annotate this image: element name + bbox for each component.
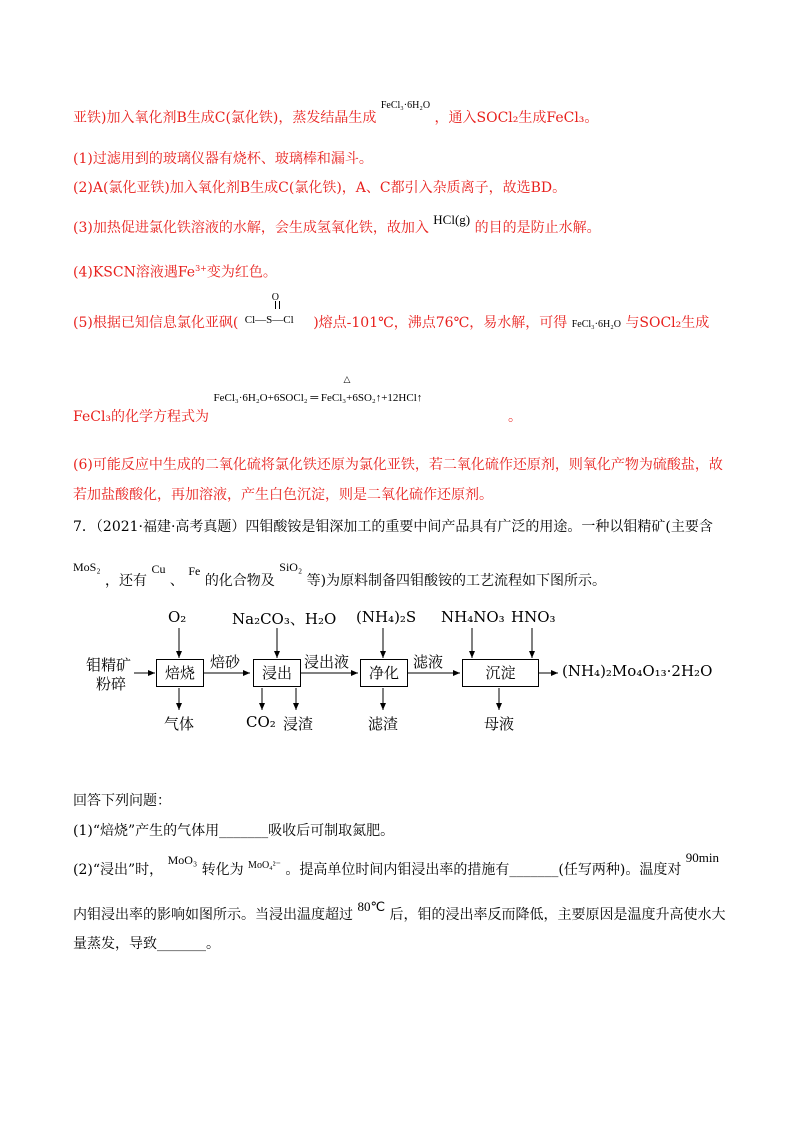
box-roasting: 焙烧 bbox=[156, 659, 204, 687]
output-filter-residue: 滤渣 bbox=[368, 715, 399, 733]
question-7-sep: 、 bbox=[169, 573, 184, 589]
structure-backbone: Cl—S—Cl bbox=[244, 314, 294, 326]
flow-input-line1: 钼精矿 bbox=[86, 656, 132, 674]
formula-mos2: MoS₂ bbox=[73, 560, 101, 574]
question-7-line2-b: 的化合物及 bbox=[204, 573, 275, 589]
answer-p4-pre: (4)KSCN溶液遇Fe bbox=[73, 264, 196, 281]
reagent-nh4-2s: (NH₄)₂S bbox=[356, 608, 417, 626]
answer-p3-pre: (3)加热促进氯化铁溶液的水解，会生成氢氧化铁，故加入 bbox=[73, 220, 429, 236]
sub-question-2-line3: 量蒸发，导致_______。 bbox=[73, 936, 220, 952]
sub-question-2-line1 bbox=[73, 850, 720, 881]
temperature-80c: 80℃ bbox=[357, 899, 386, 914]
link-calcine: 焙砂 bbox=[210, 653, 241, 671]
formula-90min: 90min bbox=[685, 850, 720, 865]
answer-p4-post: 变为红色。 bbox=[206, 264, 277, 281]
formula-moo4: MoO₄²⁻ bbox=[248, 860, 281, 871]
question-7-line2-c: 等)为原料制备四钼酸铵的工艺流程如下图所示。 bbox=[306, 573, 607, 589]
equation-text: FeCl₃·6H₂O+6SOCl₂ ═ FeCl₃+6SO₂↑+12HCl↑ bbox=[213, 392, 423, 404]
sub2-line2-post: 后，钼的浸出率反而降低，主要原因是温度升高使水大 bbox=[389, 907, 726, 923]
answer-line-1-pre: 亚铁)加入氧化剂B生成C(氯化铁)，蒸发结晶生成 bbox=[73, 110, 377, 126]
sub2-pre: (2)“浸出”时， bbox=[73, 862, 164, 878]
answer-p2: (2)A(氯化亚铁)加入氧化剂B生成C(氯化铁)，A、C都引入杂质离子，故选BD。 bbox=[73, 180, 567, 196]
reagent-hno3: HNO₃ bbox=[511, 608, 556, 626]
answer-p3-post: 的目的是防止水解。 bbox=[474, 220, 601, 236]
reagent-nh4no3: NH₄NO₃ bbox=[441, 608, 505, 626]
answer-p3-formula: HCl(g) bbox=[433, 212, 471, 227]
formula-sio2: SiO₂ bbox=[279, 560, 303, 574]
structure-oxygen: O bbox=[271, 292, 279, 303]
sub2-mid: 转化为 bbox=[201, 862, 244, 878]
answer-p5-pre: (5)根据已知信息氯化亚砜( bbox=[73, 315, 239, 331]
formula-moo3: MoO₃ bbox=[167, 853, 198, 867]
reagent-na2co3-h2o: Na₂CO₃、H₂O bbox=[232, 610, 337, 628]
sub-question-1: (1)“焙烧”产生的气体用_______吸收后可制取氮肥。 bbox=[73, 823, 395, 839]
answer-p6b: 若加盐酸酸化，再加溶液，产生白色沉淀，则是二氧化硫作还原剂。 bbox=[73, 487, 493, 503]
answer-p5b-post: 。 bbox=[507, 409, 522, 425]
answer-p5-formula: FeCl₃·6H₂O bbox=[571, 319, 621, 330]
question-7-line1: 7．（2021·福建·高考真题）四钼酸铵是钼深加工的重要中间产品具有广泛的用途。一种以钼精矿(主要含 bbox=[73, 519, 713, 535]
answer-intro: 回答下列问题： bbox=[73, 793, 171, 809]
output-gas: 气体 bbox=[164, 715, 195, 733]
answer-line-1-formula: FeCl₃·6H₂O bbox=[380, 100, 431, 111]
answer-p4-sup: 3+ bbox=[195, 264, 207, 273]
answer-p5b-pre: FeCl₃的化学方程式为 bbox=[73, 409, 210, 425]
answer-line-1-post: ，通入SOCl₂生成FeCl₃。 bbox=[434, 110, 599, 126]
box-leaching: 浸出 bbox=[253, 659, 301, 687]
sub2-post: 。提高单位时间内钼浸出率的措施有_______(任写两种)。温度对 bbox=[285, 862, 682, 878]
answer-p6a: (6)可能反应中生成的二氧化硫将氯化铁还原为氯化亚铁，若二氧化硫作还原剂，则氧化产物为硫酸盐，故 bbox=[73, 457, 723, 473]
output-leach-residue: 浸渣 bbox=[283, 715, 314, 733]
heat-symbol: △ bbox=[343, 375, 351, 385]
flow-input-line2: 粉碎 bbox=[96, 675, 127, 693]
link-leachate: 浸出液 bbox=[304, 653, 350, 671]
sub-question-2-line2 bbox=[73, 899, 726, 924]
box-precipitation: 沉淀 bbox=[462, 659, 539, 687]
sub2-line2-pre: 内钼浸出率的影响如图所示。当浸出温度超过 bbox=[73, 907, 353, 923]
answer-p1: (1)过滤用到的玻璃仪器有烧杯、玻璃棒和漏斗。 bbox=[73, 151, 373, 167]
reagent-o2: O₂ bbox=[168, 608, 187, 626]
link-filtrate: 滤液 bbox=[413, 653, 444, 671]
question-7-line2-a: ，还有 bbox=[104, 573, 147, 589]
box-purification: 净化 bbox=[360, 659, 408, 687]
answer-p5-post: 与SOCl₂生成 bbox=[625, 315, 710, 331]
output-mother-liquor: 母液 bbox=[484, 715, 515, 733]
formula-fe: Fe bbox=[188, 564, 201, 578]
output-co2: CO₂ bbox=[246, 713, 276, 731]
flow-product: (NH₄)₂Mo₄O₁₃·2H₂O bbox=[562, 662, 713, 680]
formula-cu: Cu bbox=[151, 562, 166, 576]
answer-p5-mid: )熔点-101℃，沸点76℃，易水解，可得 bbox=[313, 315, 568, 331]
